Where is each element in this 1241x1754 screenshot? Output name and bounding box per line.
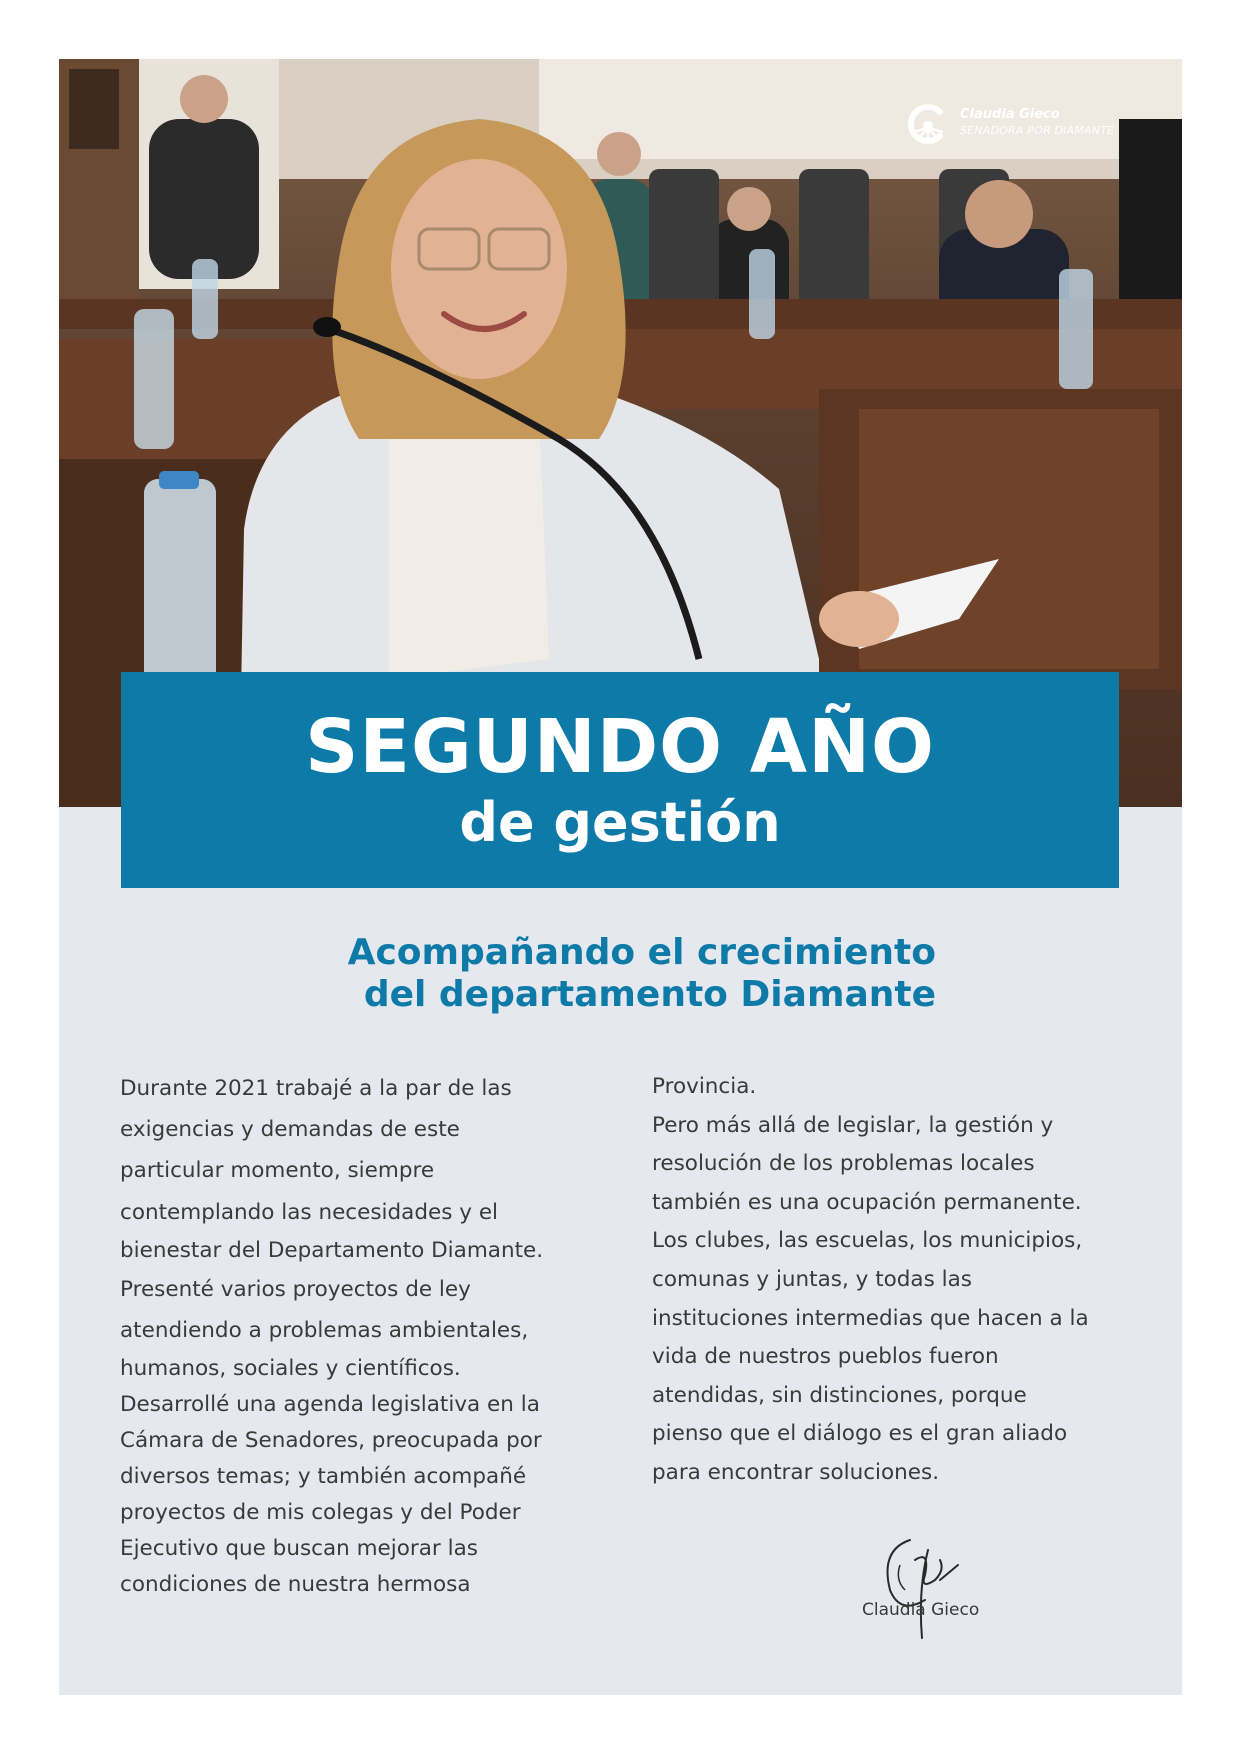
body-line: resolución de los problemas locales: [652, 1151, 1035, 1177]
body-line: Los clubes, las escuelas, los municipios,: [652, 1228, 1083, 1254]
body-right-column: [652, 1068, 1132, 1493]
body-line: atendiendo a problemas ambientales,: [120, 1317, 529, 1343]
body-line: humanos, sociales y científicos.: [120, 1356, 461, 1382]
body-line: Provincia.: [652, 1074, 757, 1099]
banner-title: SEGUNDO AÑO: [305, 704, 935, 790]
body-line: diversos temas; y también acompañé: [120, 1464, 527, 1490]
banner-subtitle: de gestión: [459, 791, 781, 854]
headline-line-2: del departamento Diamante: [363, 974, 936, 1015]
body-line: también es una ocupación permanente.: [652, 1189, 1082, 1215]
logo-role: SENADORA POR DIAMANTE: [960, 124, 1115, 137]
body-line: para encontrar soluciones.: [652, 1459, 940, 1485]
body-line: vida de nuestros pueblos fueron: [652, 1344, 999, 1370]
body-line: proyectos de mis colegas y del Poder: [120, 1500, 521, 1526]
body-line: contemplando las necesidades y el: [120, 1199, 499, 1225]
headline: [260, 932, 936, 1016]
logo-name: Claudia Gieco: [960, 107, 1060, 122]
body-line: condiciones de nuestra hermosa: [120, 1572, 471, 1598]
body-left-column: [120, 1068, 620, 1603]
body-line: bienestar del Departamento Diamante.: [120, 1237, 544, 1263]
handwritten-signature: [870, 1520, 970, 1640]
signature-name: Claudia Gieco: [862, 1600, 980, 1620]
body-line: Cámara de Senadores, preocupada por: [120, 1428, 542, 1454]
body-line: pienso que el diálogo es el gran aliado: [652, 1421, 1068, 1447]
body-line: particular momento, siempre: [120, 1158, 435, 1184]
body-line: Durante 2021 trabajé a la par de las: [120, 1076, 512, 1101]
sun-c-logo-icon: [906, 102, 950, 146]
body-line: exigencias y demandas de este: [120, 1117, 460, 1143]
body-line: Ejecutivo que buscan mejorar las: [120, 1536, 478, 1562]
headline-line-1: Acompañando el crecimiento: [347, 932, 936, 973]
body-line: Presenté varios proyectos de ley: [120, 1276, 471, 1302]
body-line: atendidas, sin distinciones, porque: [652, 1382, 1027, 1408]
senator-logo: [906, 100, 1136, 150]
body-line: Desarrollé una agenda legislativa en la: [120, 1392, 540, 1418]
body-line: Pero más allá de legislar, la gestión y: [652, 1112, 1054, 1138]
title-banner: [121, 672, 1119, 888]
body-line: comunas y juntas, y todas las: [652, 1266, 972, 1292]
body-line: instituciones intermedias que hacen a la: [652, 1305, 1089, 1331]
